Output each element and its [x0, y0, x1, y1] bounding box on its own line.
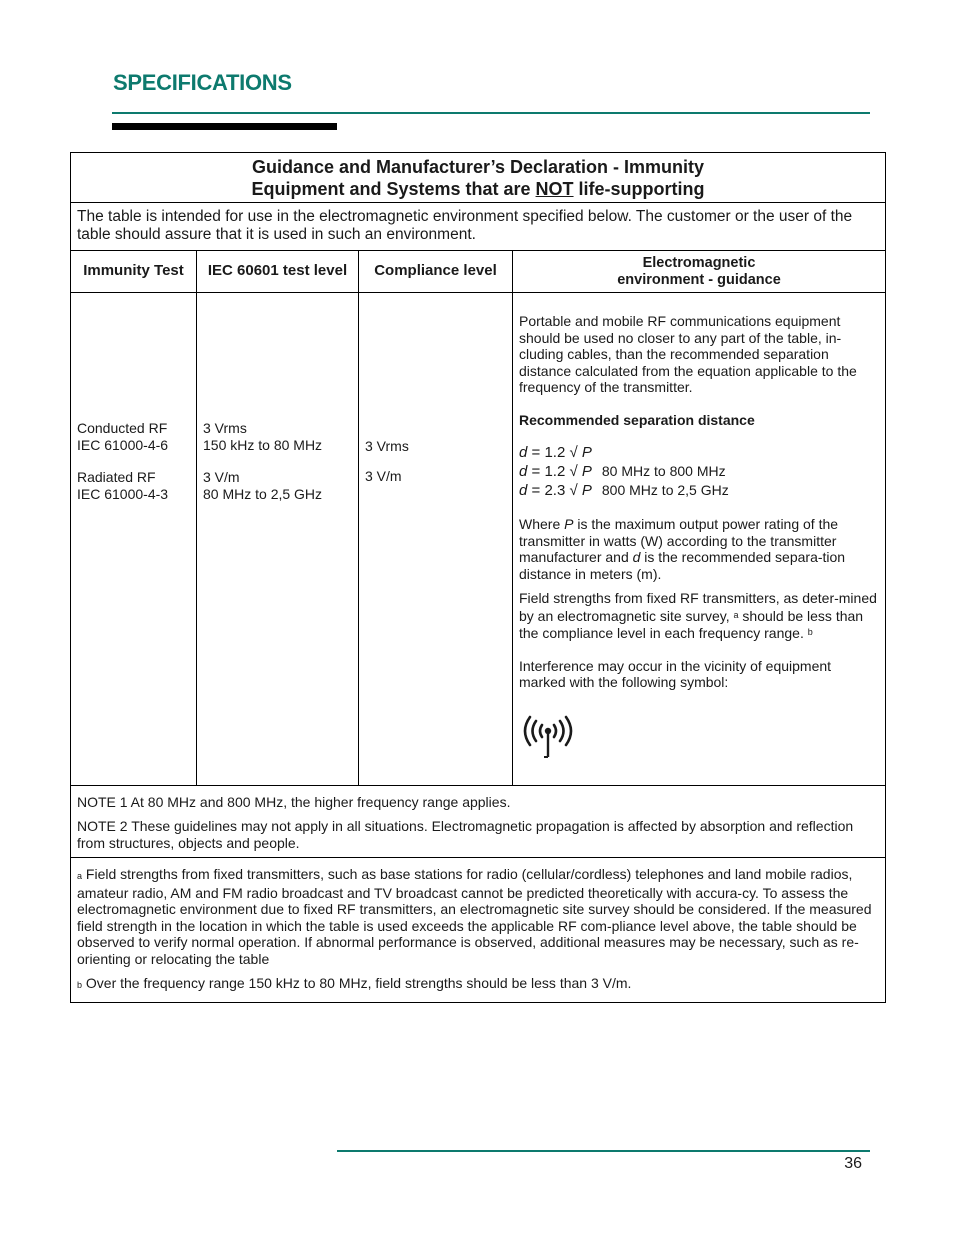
eq-power: P	[581, 482, 592, 499]
iec-level-cell	[197, 293, 359, 786]
conducted-frequency-range: 150 kHz to 80 MHz	[203, 436, 323, 453]
eq2-range: 80 MHz to 800 MHz	[601, 463, 726, 479]
footnotes-row	[71, 858, 886, 1003]
p2-distance-var: d	[632, 549, 641, 565]
title-line2-emphasis: NOT	[535, 179, 574, 199]
compliance-cell	[359, 293, 513, 786]
eq1-coef: = 1.2 √	[531, 444, 578, 461]
conducted-compliance-level: 3 Vrms	[365, 437, 409, 454]
eq-var: d	[519, 482, 528, 499]
footnote-a-marker: a	[77, 871, 83, 881]
footnote-b-marker: b	[77, 980, 83, 990]
table-row	[71, 293, 886, 786]
eq3-coef: = 2.3 √	[531, 482, 578, 499]
eq2-coef: = 1.2 √	[531, 463, 578, 480]
radiated-rf-standard: IEC 61000-4-3	[77, 485, 169, 502]
note-1: NOTE 1 At 80 MHz and 800 MHz, the higher frequency range applies.	[77, 793, 511, 810]
table-title-line2	[77, 178, 879, 200]
table-title-row	[71, 153, 886, 203]
eq-power: P	[581, 463, 592, 480]
radiated-test-level: 3 V/m	[203, 469, 240, 486]
table-title	[71, 153, 886, 203]
header-rule	[112, 112, 870, 114]
p2-a: Where	[519, 516, 565, 532]
immunity-table	[70, 152, 886, 1003]
footnote-ref-b: b	[807, 627, 813, 637]
page-number: 36	[844, 1155, 862, 1172]
note-2: NOTE 2 These guidelines may not apply in all situations. Electromagnetic propagation is affected by absorption and reflection from structures, objects and people.	[77, 818, 854, 851]
eq3-range: 800 MHz to 2,5 GHz	[601, 482, 729, 498]
footnote-ref-a: a	[733, 609, 739, 620]
column-header-compliance: Compliance level	[359, 251, 513, 293]
guidance-paragraph-3	[519, 590, 879, 642]
recommended-distance-heading: Recommended separation distance	[519, 411, 755, 428]
intro-row	[71, 203, 886, 251]
env-header-line1: Electromagnetic	[642, 254, 756, 271]
p3-b: should be less than the compliance level in each frequency range.	[519, 607, 864, 641]
notes-row	[71, 785, 886, 858]
equation-2	[519, 462, 879, 481]
non-ionizing-radiation-icon	[519, 711, 577, 759]
footer-rule	[337, 1150, 870, 1152]
p2-power-var: P	[564, 516, 574, 532]
conducted-rf-standard: IEC 61000-4-6	[77, 436, 169, 453]
equation-1	[519, 444, 879, 462]
conducted-test-level: 3 Vrms	[203, 420, 247, 437]
column-header-environment	[513, 251, 886, 293]
title-line2-pre: Equipment and Systems that are	[251, 179, 536, 199]
eq-var: d	[519, 463, 528, 480]
eq-power: P	[581, 444, 592, 461]
column-header-row	[71, 251, 886, 293]
footnote-a-text: Field strengths from fixed transmitters, such as base stations for radio (cellular/cordless) telephones and land mobile radios, amateur radio, AM and FM radio broadcast and TV broadcast cannot be predicted theoretically with accura-cy. To assess the electromagnetic environment due to fixed RF transmitters, an electromagnetic site survey should be considered. If the measured field strength in the location in which the table is used exceeds the applicable RF com-pliance level above, the table should be observed to verify normal operation. If abnormal performance is observed, additional measures may be necessary, such as re-orienting or relocating the table	[77, 866, 872, 967]
footnote-a	[77, 866, 879, 967]
env-header-line2: environment - guidance	[617, 271, 781, 288]
footnotes-cell	[71, 858, 886, 1003]
radiated-frequency-range: 80 MHz to 2,5 GHz	[203, 485, 323, 502]
guidance-paragraph-4: Interference may occur in the vicinity of equipment marked with the following symbol:	[519, 657, 832, 690]
radiated-compliance-level: 3 V/m	[365, 468, 402, 485]
guidance-paragraph-2	[519, 516, 879, 582]
eq-var: d	[519, 444, 528, 461]
notes-cell	[71, 785, 886, 858]
title-line2-post: life-supporting	[573, 179, 705, 199]
footnote-b	[77, 975, 879, 994]
table-title-line1: Guidance and Manufacturer’s Declaration - Immunity	[251, 157, 705, 177]
footnote-b-text: Over the frequency range 150 kHz to 80 MHz, field strengths should be less than 3 V/m.	[82, 975, 632, 991]
column-header-iec-level: IEC 60601 test level	[197, 251, 359, 293]
table-intro: The table is intended for use in the electromagnetic environment specified below. The customer or the user of the table should assure that it is used in such an environment.	[71, 203, 886, 251]
equation-3	[519, 481, 879, 500]
conducted-rf-label: Conducted RF	[77, 420, 168, 437]
p2-c: is the recommended separa-tion distance in meters (m).	[519, 549, 846, 582]
immunity-test-cell	[71, 293, 197, 786]
radiated-rf-label: Radiated RF	[77, 469, 156, 486]
guidance-paragraph-1: Portable and mobile RF communications equipment should be used no closer to any part of the table, in-cluding cables, than the recommended separation distance calculated from the equation applicable to the frequency of the transmitter.	[519, 313, 857, 395]
guidance-cell	[513, 293, 886, 786]
page-title: SPECIFICATIONS	[113, 70, 292, 95]
p2-b: is the maximum output power rating of the transmitter in watts (W) according to the transmitter manufacturer and	[519, 516, 839, 565]
column-header-immunity-test: Immunity Test	[71, 251, 197, 293]
header-bar	[112, 123, 337, 130]
p3-a: Field strengths from fixed RF transmitters, as deter-mined by an electromagnetic site survey,	[519, 590, 877, 624]
